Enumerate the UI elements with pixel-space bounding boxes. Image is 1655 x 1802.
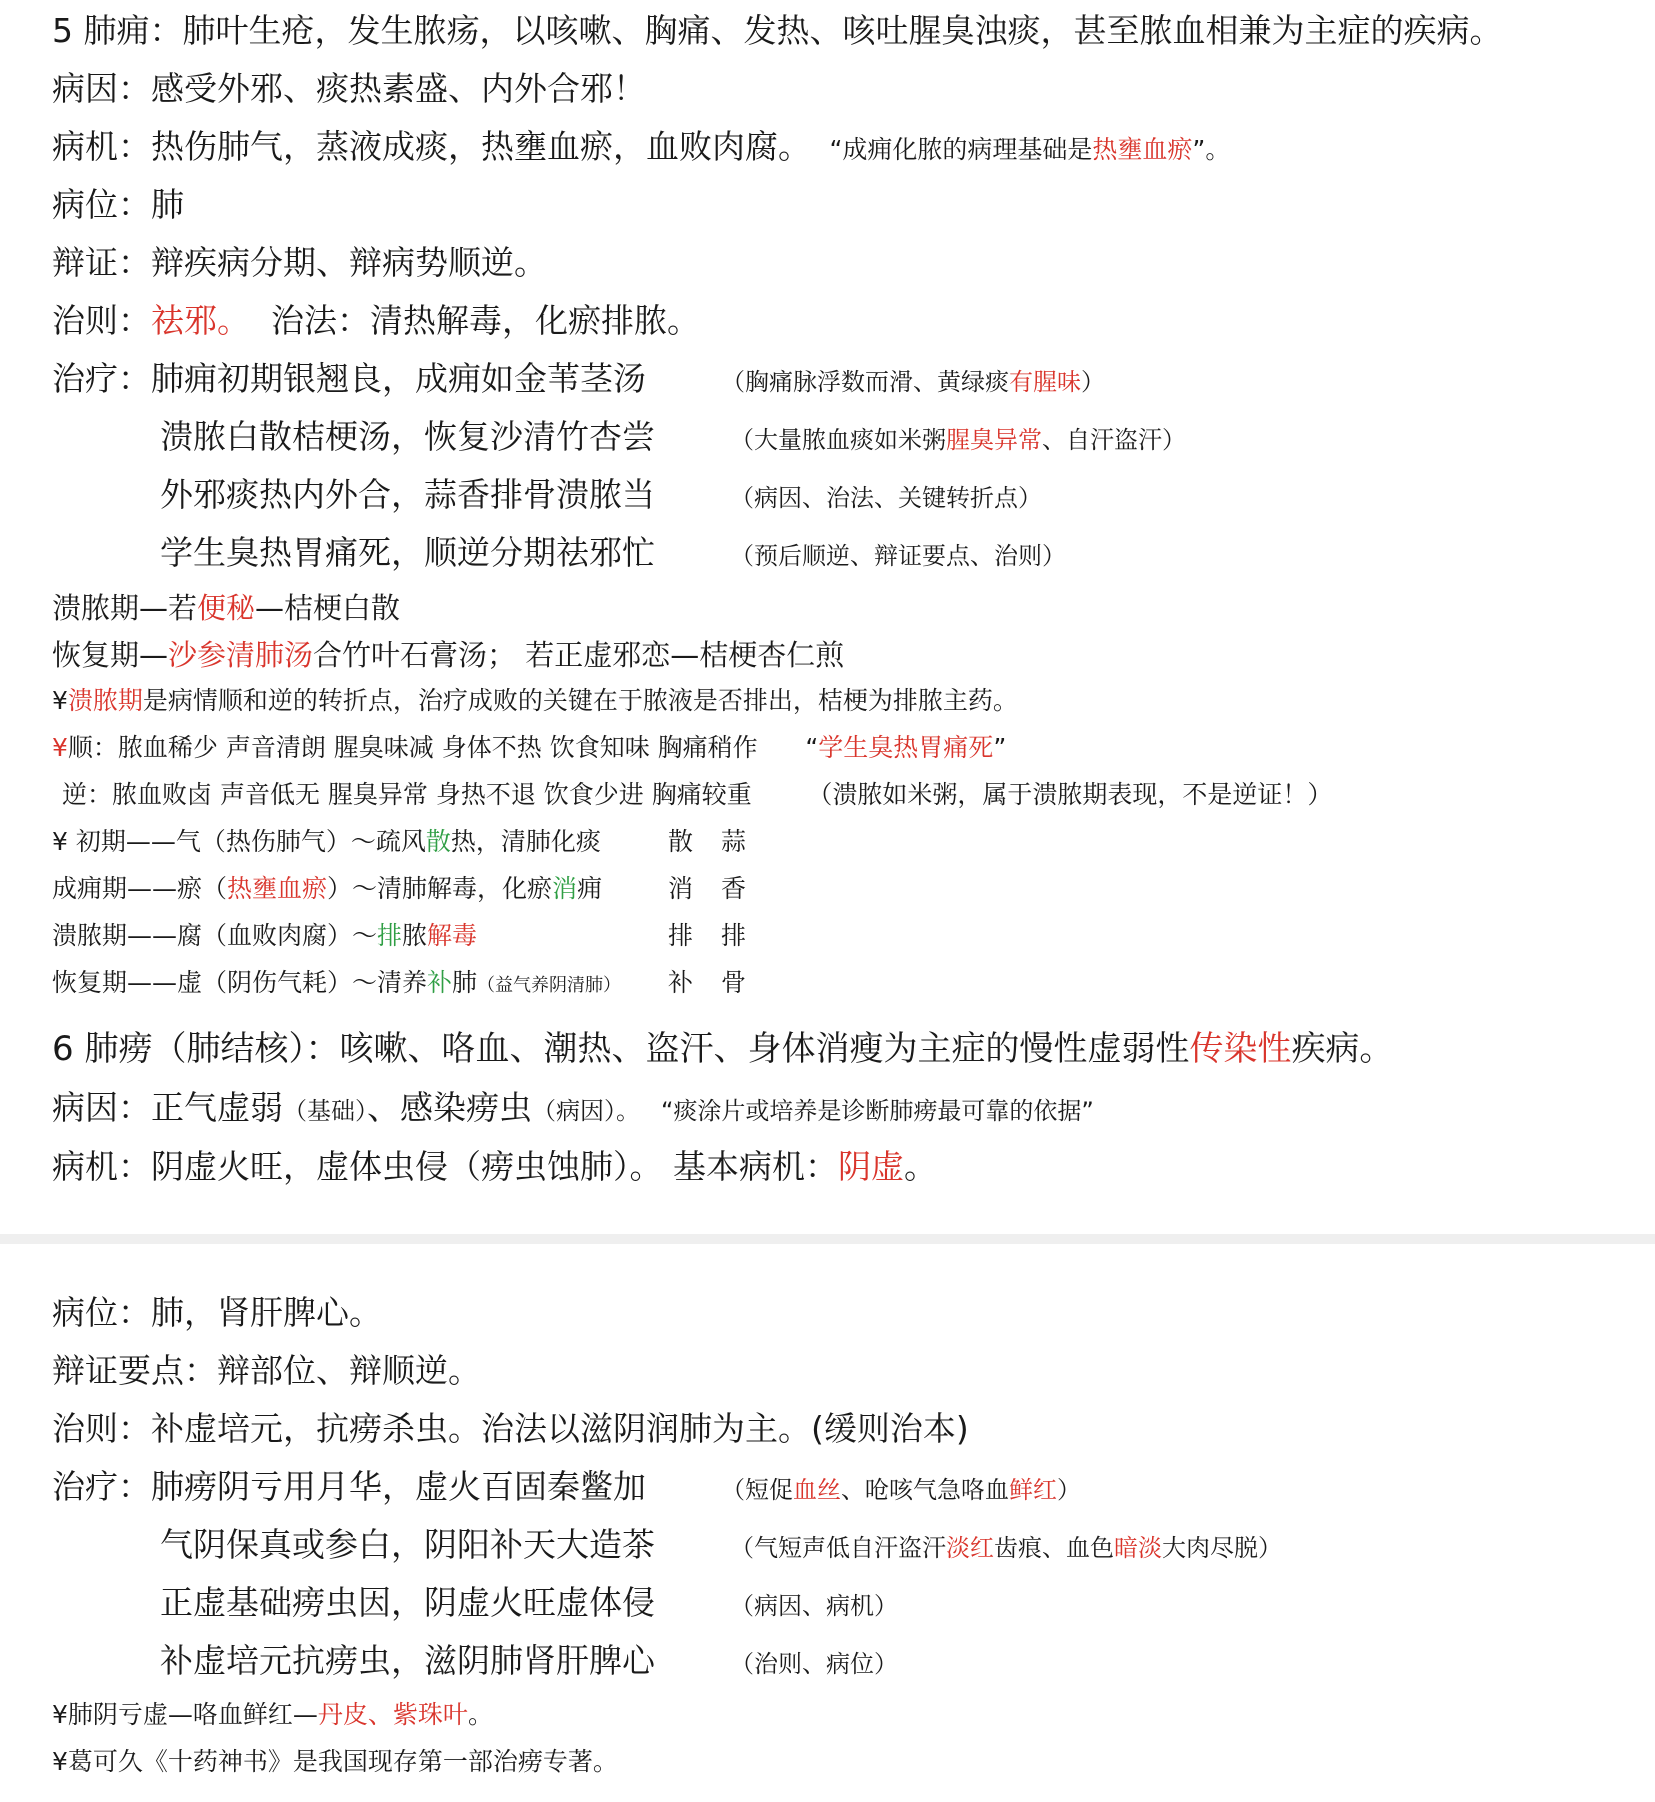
mnemonic-note: （气短声低自汗盗汗淡红齿痕、血色暗淡大肉尽脱） xyxy=(730,1534,1282,1562)
s5-treat-line-3 xyxy=(160,476,1042,514)
s6-treat-line-4: 补虚培元抗痨虫，滋阴肺肾肝脾心 （治则、病位） xyxy=(160,1641,898,1680)
s5-treat-line-2 xyxy=(160,418,1186,456)
stage-row: 溃脓期——腐（血败肉腐）～排脓解毒 xyxy=(52,921,478,950)
s5-mech-quote xyxy=(822,135,1231,164)
treat-label: 治疗： xyxy=(52,359,151,398)
stage-row: 恢复期——虚（阴伤气耗）～清养补肺（益气养阴清肺） xyxy=(52,968,622,997)
s6-treat-line-3: 正虚基础痨虫因，阴虚火旺虚体侵 （病因、病机） xyxy=(160,1583,898,1622)
s6-rule: 治则：补虚培元，抗痨杀虫。治法以滋阴润肺为主。(缓则治本) xyxy=(52,1409,969,1448)
stage-row: 成痈期——瘀（热壅血瘀）～清肺解毒，化瘀消痈 xyxy=(52,874,603,903)
s5-title: 5 肺痈：肺叶生疮，发生脓疡，以咳嗽、胸痛、发热、咳吐腥臭浊痰，甚至脓血相兼为主症的疾病。 xyxy=(52,11,1503,50)
s6-cause: 病因：正气虚弱（基础）、感染痨虫（病因）。 “痰涂片或培养是诊断肺痨最可靠的依据” xyxy=(52,1088,1094,1127)
s6-ge-line: ¥葛可久《十药神书》是我国现存第一部治痨专著。 xyxy=(52,1747,618,1776)
s5-differentiation: 辩证：辩疾病分期、辩病势顺逆。 xyxy=(52,243,547,282)
s6-treat-line-2: 气阴保真或参白，阴阳补天大造茶 （气短声低自汗盗汗淡红齿痕、血色暗淡大肉尽脱） xyxy=(160,1525,1282,1564)
mnemonic: 肺痈初期银翘良，成痈如金苇茎汤 xyxy=(151,359,646,398)
mnemonic-note: （胸痛脉浮数而滑、黄绿痰有腥味） xyxy=(721,368,1105,396)
stage-keys: 消 香 xyxy=(668,874,747,903)
mnemonic-note: （病因、治法、关键转折点） xyxy=(730,484,1042,512)
quote-end: ”。 xyxy=(1192,135,1231,164)
s5-kuinong-line: 溃脓期—若便秘—桔梗白散 xyxy=(52,591,401,625)
stage-keys: 排 排 xyxy=(668,921,747,950)
s5-mech-line xyxy=(52,128,1230,166)
s6-treat-line-1: 治疗：肺痨阴亏用月华，虚火百固秦鳖加 （短促血丝、呛咳气急咯血鲜红） xyxy=(52,1467,1081,1506)
stage-keys: 补 骨 xyxy=(668,968,747,997)
s6-yin-line: ¥肺阴亏虚—咯血鲜红—丹皮、紫珠叶。 xyxy=(52,1700,493,1729)
stage-keys: 散 蒜 xyxy=(668,827,747,856)
s5-location: 病位：肺 xyxy=(52,185,184,224)
s5-recover-line: 恢复期—沙参清肺汤合竹叶石膏汤； 若正虚邪恋—桔梗杏仁煎 xyxy=(52,638,845,672)
mnemonic-note: （大量脓血痰如米粥腥臭异常、自汗盗汗） xyxy=(730,426,1186,454)
mnemonic-note: （短促血丝、呛咳气急咯血鲜红） xyxy=(721,1476,1081,1504)
s5-ni-line: 逆：脓血败卤 声音低无 腥臭异常 身热不退 饮食少进 胸痛较重 （溃脓如米粥，属于溃脓期表现，不是逆证！） xyxy=(62,780,1333,809)
page-separator xyxy=(0,1234,1655,1244)
s5-rule-line xyxy=(52,302,700,340)
s5-mech: 病机：热伤肺气，蒸液成痰，热壅血瘀，血败肉腐。 xyxy=(52,127,811,166)
rule-method: 治法：清热解毒，化瘀排脓。 xyxy=(270,301,700,340)
page-bottom xyxy=(0,1244,1655,1802)
mnemonic-note: （预后顺逆、辩证要点、治则） xyxy=(730,542,1066,570)
s5-shun-line: ¥顺：脓血稀少 声音清朗 腥臭味减 身体不热 饮食知味 胸痛稍作 “学生臭热胃痛死” xyxy=(52,733,1007,762)
s5-treat-line-4 xyxy=(160,534,1066,572)
s5-cause: 病因：感受外邪、痰热素盛、内外合邪！ xyxy=(52,69,646,108)
s6-location: 病位：肺，肾肝脾心。 xyxy=(52,1293,382,1332)
rule-label: 治则： xyxy=(52,301,151,340)
s6-differentiation: 辩证要点：辩部位、辩顺逆。 xyxy=(52,1351,481,1390)
s6-title: 6 肺痨（肺结核）：咳嗽、咯血、潮热、盗汗、身体消瘦为主症的慢性虚弱性传染性疾病。 xyxy=(52,1029,1394,1069)
stage-row: ¥ 初期——气（热伤肺气）～疏风散热，清肺化痰 xyxy=(52,827,601,856)
quote-highlight: 热壅血瘀 xyxy=(1092,135,1193,164)
mnemonic: 外邪痰热内外合，蒜香排骨溃脓当 xyxy=(160,475,655,514)
quote-text: “成痈化脓的病理基础是 xyxy=(829,135,1093,164)
s5-key-line: ¥溃脓期是病情顺和逆的转折点，治疗成败的关键在于脓液是否排出，桔梗为排脓主药。 xyxy=(52,686,1018,715)
s6-mech: 病机：阴虚火旺，虚体虫侵（痨虫蚀肺）。 基本病机：阴虚。 xyxy=(52,1147,937,1186)
mnemonic: 溃脓白散桔梗汤，恢复沙清竹杏尝 xyxy=(160,417,655,456)
s5-treat-line-1 xyxy=(52,360,1105,398)
mnemonic: 学生臭热胃痛死，顺逆分期祛邪忙 xyxy=(160,533,655,572)
rule-highlight: 祛邪。 xyxy=(151,301,250,340)
